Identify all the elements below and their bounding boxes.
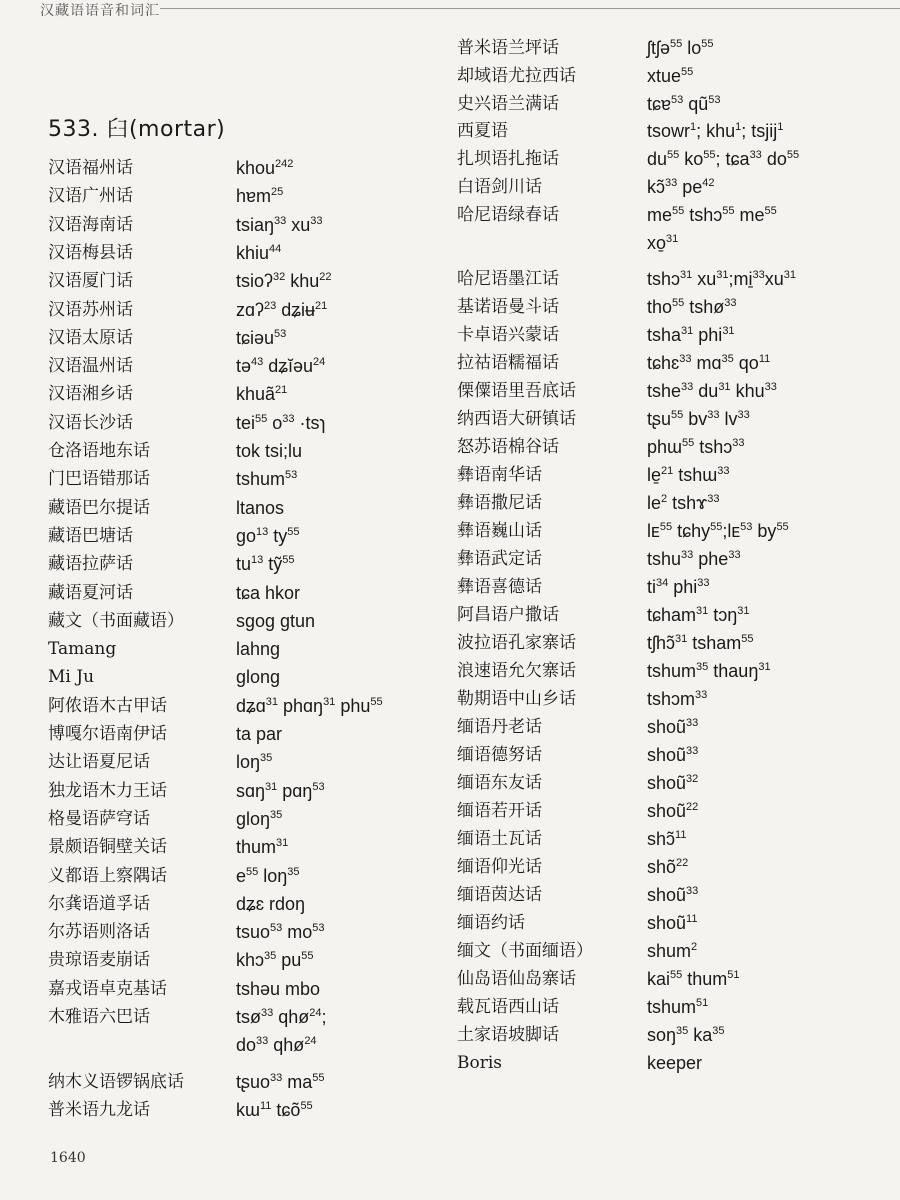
- word-form: tei$^{55}$ $o^{33}$ ·tsɿ: [236, 412, 326, 433]
- word-form: tɕham$^{31}$ tɔŋ$^{31}$: [647, 605, 750, 625]
- word-form: lahng: [236, 639, 281, 660]
- word-form: $e^{55}$ loŋ$^{35}$: [236, 865, 300, 886]
- entry-row: [48, 154, 496, 182]
- word-form: shõ$^{22}$: [647, 857, 689, 877]
- word-form: tshum$^{51}$: [647, 997, 709, 1017]
- language-name: 藏语拉萨话: [48, 554, 133, 575]
- entry-row: [48, 324, 496, 352]
- language-name: 波拉语孔家寨话: [457, 633, 576, 653]
- language-name: 义都语上察隅话: [48, 865, 167, 886]
- language-name: 纳西语大研镇话: [457, 409, 576, 429]
- language-name: Boris: [457, 1053, 503, 1073]
- entry-row: [48, 748, 496, 776]
- word-form: shoũ$^{33}$: [647, 717, 699, 737]
- language-name: 阿侬语木古甲话: [48, 695, 167, 716]
- entry-row: [48, 975, 496, 1003]
- entry-row: [457, 601, 900, 629]
- entry-row: [457, 62, 900, 90]
- language-name: 却域语尤拉西话: [457, 66, 576, 86]
- entry-row: [457, 461, 900, 489]
- word-form: ta par: [236, 724, 283, 744]
- running-header: 汉藏语语音和词汇: [40, 3, 160, 19]
- language-name: 汉语长沙话: [48, 412, 133, 433]
- entry-row: [457, 293, 900, 321]
- word-form: ltanos: [236, 497, 285, 518]
- entry-row: [457, 433, 900, 461]
- language-name: 彝语喜德话: [457, 577, 542, 597]
- language-name: Tamang: [48, 639, 117, 660]
- entry-row: [48, 890, 496, 918]
- word-form: kai$^{55}$ thum$^{51}$: [647, 969, 740, 989]
- entry-row: [457, 965, 900, 993]
- entry-row: [457, 145, 900, 173]
- language-name: 汉语厦门话: [48, 271, 133, 292]
- word-form: tɕiəu$^{53}$: [236, 327, 287, 348]
- entry-row: [48, 494, 496, 522]
- entry-row: [457, 201, 900, 229]
- entry-row: [48, 380, 496, 408]
- word-form: tshum$^{35}$ thauŋ$^{31}$: [647, 661, 771, 681]
- word-form: shɔ̃$^{11}$: [647, 829, 687, 849]
- entry-row: [48, 918, 496, 946]
- language-name: 基诺语曼斗话: [457, 297, 559, 317]
- word-form: khɔ$^{35}$ $pu^{55}$: [236, 950, 314, 971]
- word-form: zɑʔ$^{23}$ dʑiʉ$^{21}$: [236, 299, 328, 320]
- language-name: 尔龚语道孚话: [48, 893, 150, 914]
- language-name: 缅语土瓦话: [457, 829, 542, 849]
- language-name: 汉语太原话: [48, 327, 133, 348]
- entry-row: [457, 797, 900, 825]
- entry-row: [457, 825, 900, 853]
- word-form: $le^2$ tshɤ$^{33}$: [647, 493, 720, 513]
- entry-row: [457, 741, 900, 769]
- word-form: thum$^{31}$: [236, 837, 289, 858]
- language-name: 普米语兰坪话: [457, 38, 559, 58]
- language-name: 彝语南华话: [457, 465, 542, 485]
- entry-row: [48, 805, 496, 833]
- word-form: khuã$^{21}$: [236, 384, 288, 405]
- word-form: $go^{13}$ $ty^{55}$: [236, 525, 300, 546]
- entry-row: [48, 296, 496, 324]
- entry-row: [457, 853, 900, 881]
- word-form: tʂu$^{55}$ $bv^{33}$ $lv^{33}$: [647, 409, 750, 429]
- language-name: 纳木义语锣锅底话: [48, 1071, 184, 1092]
- word-form: tsuo$^{53}$ $mo^{53}$: [236, 922, 325, 943]
- word-form: shum$^2$: [647, 941, 698, 961]
- word-form: xo̱$^{31}$: [647, 233, 679, 253]
- language-name: 汉语苏州话: [48, 299, 133, 320]
- entry-row: [457, 90, 900, 118]
- language-name: 缅语东友话: [457, 773, 542, 793]
- word-form: keeper: [647, 1053, 703, 1073]
- entry-row: [48, 267, 496, 295]
- language-name: 汉语福州话: [48, 158, 133, 178]
- entry-row: [48, 1068, 496, 1096]
- language-name: 达让语夏尼话: [48, 752, 150, 773]
- language-name: 藏语夏河话: [48, 582, 133, 603]
- language-name: 载瓦语西山话: [457, 997, 559, 1017]
- word-form: tsowr$^1$; khu$^1$; tsjij$^1$: [647, 121, 784, 141]
- word-form: kɔ̃$^{33}$ $pe^{42}$: [647, 177, 715, 197]
- word-form: sgog gtun: [236, 610, 316, 631]
- word-form: tho$^{55}$ tshø$^{33}$: [647, 297, 737, 317]
- entry-row: [457, 629, 900, 657]
- word-form: tshɔm$^{33}$: [647, 689, 708, 709]
- page-number: 1640: [50, 1150, 86, 1166]
- word-form: tʃhɔ̃$^{31}$ tsham$^{55}$: [647, 633, 754, 653]
- word-form: le̱$^{21}$ tshɯ$^{33}$: [647, 465, 730, 485]
- language-name: 扎坝语扎拖话: [457, 149, 559, 169]
- entry-row: [457, 769, 900, 797]
- entry-row: [457, 517, 900, 545]
- entry-row: [48, 352, 496, 380]
- entry-row: [48, 663, 496, 691]
- language-name: 博嘎尔语南伊话: [48, 724, 167, 744]
- language-name: 汉语温州话: [48, 356, 133, 377]
- entry-row: [48, 607, 496, 635]
- language-name: 汉语湘乡话: [48, 384, 133, 405]
- entry-title: 533. 臼(mortar): [48, 117, 226, 142]
- language-name: 缅语若开话: [457, 801, 542, 821]
- entry-row: [457, 377, 900, 405]
- word-form: soŋ$^{35}$ $ka^{35}$: [647, 1025, 725, 1045]
- entry-row: [48, 409, 496, 437]
- entry-row: [457, 34, 900, 62]
- language-name: 西夏语: [457, 121, 508, 141]
- entry-row: [48, 182, 496, 210]
- language-name: 嘉戎语卓克基话: [48, 978, 167, 999]
- language-name: 汉语梅县话: [48, 242, 133, 263]
- word-form: dʑɑ$^{31}$ phɑŋ$^{31}$ phu$^{55}$: [236, 695, 383, 716]
- language-name: 缅语仰光话: [457, 857, 542, 877]
- entry-row: [457, 489, 900, 517]
- word-form: tə$^{43}$ dʑĭəu$^{24}$: [236, 356, 326, 377]
- language-name: 卡卓语兴蒙话: [457, 325, 559, 345]
- language-name: 藏语巴尔提话: [48, 497, 150, 518]
- language-name: 尔苏语则洛话: [48, 922, 150, 943]
- word-form: $tu^{13}$ tỹ$^{55}$: [236, 554, 295, 575]
- word-form: tɕa hkor: [236, 582, 301, 603]
- entry-row: [48, 211, 496, 239]
- word-form: tɕhɛ$^{33}$ mɑ$^{35}$ $qo^{11}$: [647, 353, 771, 373]
- language-name: 土家语坡脚话: [457, 1025, 559, 1045]
- word-form: dʑɛ rdoŋ: [236, 893, 306, 914]
- word-form: tshɔ$^{31}$ $xu^{31};mi̱^{33}xu^{31}$: [647, 269, 797, 289]
- entry-row: [48, 522, 496, 550]
- entry-row: [457, 685, 900, 713]
- language-name: 拉祜语糯福话: [457, 353, 559, 373]
- entry-row: [48, 833, 496, 861]
- entry-row: [48, 635, 496, 663]
- entry-row: [48, 1003, 496, 1031]
- word-form: phɯ$^{55}$ tshɔ$^{33}$: [647, 437, 745, 457]
- language-name: 彝语撒尼话: [457, 493, 542, 513]
- language-name: 仙岛语仙岛寨话: [457, 969, 576, 989]
- entry-row: [457, 1049, 900, 1077]
- entry-row: [457, 349, 900, 377]
- entry-row: [48, 692, 496, 720]
- entry-row: [48, 437, 496, 465]
- word-form: sɑŋ$^{31}$ pɑŋ$^{53}$: [236, 780, 325, 801]
- word-form: gloŋ$^{35}$: [236, 808, 283, 829]
- entry-row: [457, 1021, 900, 1049]
- language-name: 汉语广州话: [48, 186, 133, 207]
- language-name: 缅语丹老话: [457, 717, 542, 737]
- entry-row: [457, 713, 900, 741]
- word-form: tshəu mbo: [236, 978, 321, 999]
- word-form: shoũ$^{22}$: [647, 801, 699, 821]
- word-form: tsø$^{33}$ qhø$^{24}$;: [236, 1007, 327, 1027]
- entry-row: [48, 777, 496, 805]
- language-name: 缅语约话: [457, 913, 525, 933]
- language-name: 白语剑川话: [457, 177, 542, 197]
- entry-row: [457, 909, 900, 937]
- word-form: $do^{33}$ qhø$^{24}$: [236, 1035, 317, 1056]
- entry-row: [457, 265, 900, 293]
- word-form: tshu$^{33}$ phe$^{33}$: [647, 549, 741, 569]
- language-name: 哈尼语绿春话: [457, 205, 559, 225]
- entry-row: [457, 117, 900, 145]
- entry-row: [48, 862, 496, 890]
- entry-row: [48, 465, 496, 493]
- word-form: shoũ$^{33}$: [647, 745, 699, 765]
- entry-row: [48, 239, 496, 267]
- word-form: shoũ$^{33}$: [647, 885, 699, 905]
- word-form: shoũ$^{11}$: [647, 913, 698, 933]
- language-name: 勒期语中山乡话: [457, 689, 576, 709]
- entry-row: [48, 946, 496, 974]
- word-form: ʃtʃə$^{55}$ $lo^{55}$: [647, 38, 714, 58]
- language-name: 木雅语六巴话: [48, 1007, 150, 1027]
- word-form: tshe$^{33}$ $du^{31}$ khu$^{33}$: [647, 381, 777, 401]
- word-form: $du^{55}$ $ko^{55}$; tɕa$^{33}$ $do^{55}$: [647, 149, 800, 169]
- word-form: $me^{55}$ tshɔ$^{55}$ $me^{55}$: [647, 205, 777, 225]
- word-form: $ti^{34}$ phi$^{33}$: [647, 577, 710, 597]
- word-form: lᴇ$^{55}$ tɕhy$^{55}$;lᴇ$^{53}$ $by^{55}$: [647, 521, 789, 541]
- language-name: 普米语九龙话: [48, 1099, 150, 1120]
- word-form: hɐm$^{25}$: [236, 186, 284, 207]
- language-name: 傈僳语里吾底话: [457, 381, 576, 401]
- language-name: 彝语巍山话: [457, 521, 542, 541]
- language-name: 缅语德努话: [457, 745, 542, 765]
- language-name: 缅文（书面缅语）: [457, 941, 593, 961]
- language-name: 汉语海南话: [48, 214, 133, 235]
- entry-row: [48, 1096, 496, 1124]
- language-name: 藏文（书面藏语）: [48, 610, 184, 631]
- language-name: 仓洛语地东话: [48, 441, 150, 461]
- language-name: 格曼语萨穹话: [48, 808, 150, 829]
- language-name: 景颇语铜壁关话: [48, 837, 167, 858]
- language-name: 怒苏语棉谷话: [457, 437, 559, 457]
- word-form: tʂuo$^{33}$ $ma^{55}$: [236, 1071, 325, 1092]
- word-form: tshum$^{53}$: [236, 469, 298, 490]
- word-form: kɯ$^{11}$ tɕõ$^{55}$: [236, 1099, 313, 1120]
- language-name: 独龙语木力王话: [48, 780, 167, 801]
- language-name: 贵琼语麦崩话: [48, 950, 150, 971]
- word-form: tok tsi;lu: [236, 441, 303, 461]
- word-form: tsioʔ$^{32}$ khu$^{22}$: [236, 271, 332, 292]
- language-name: 阿昌语户撒话: [457, 605, 559, 625]
- word-form: shoũ$^{32}$: [647, 773, 699, 793]
- entry-row: [48, 550, 496, 578]
- entry-row: [48, 1031, 496, 1059]
- word-form: xtue$^{55}$: [647, 66, 694, 86]
- word-form: khou$^{242}$: [236, 158, 294, 178]
- entry-row: [457, 321, 900, 349]
- language-name: 彝语武定话: [457, 549, 542, 569]
- word-form: tɕɐ$^{53}$ $qũ^{53}$: [647, 94, 721, 114]
- word-form: khiu$^{44}$: [236, 242, 282, 263]
- language-name: 门巴语错那话: [48, 469, 150, 490]
- entry-row: [457, 173, 900, 201]
- language-name: 哈尼语墨江话: [457, 269, 559, 289]
- header-rule: [160, 8, 900, 9]
- language-name: 缅语茵达话: [457, 885, 542, 905]
- entry-row: [457, 573, 900, 601]
- word-form: tsiaŋ$^{33}$ $xu^{33}$: [236, 214, 323, 235]
- entry-row: [457, 657, 900, 685]
- word-form: glong: [236, 667, 281, 688]
- entry-row: [48, 579, 496, 607]
- entry-row: [457, 937, 900, 965]
- language-name: 藏语巴塘话: [48, 525, 133, 546]
- language-name: 浪速语允欠寨话: [457, 661, 576, 681]
- entry-row: [457, 881, 900, 909]
- entry-row: [457, 229, 900, 257]
- entry-row: [48, 720, 496, 748]
- entry-row: [457, 545, 900, 573]
- entry-row: [457, 405, 900, 433]
- word-form: loŋ$^{35}$: [236, 752, 273, 773]
- word-form: tsha$^{31}$ phi$^{31}$: [647, 325, 735, 345]
- language-name: 史兴语兰满话: [457, 94, 559, 114]
- entry-row: [457, 993, 900, 1021]
- language-name: Mi Ju: [48, 667, 95, 688]
